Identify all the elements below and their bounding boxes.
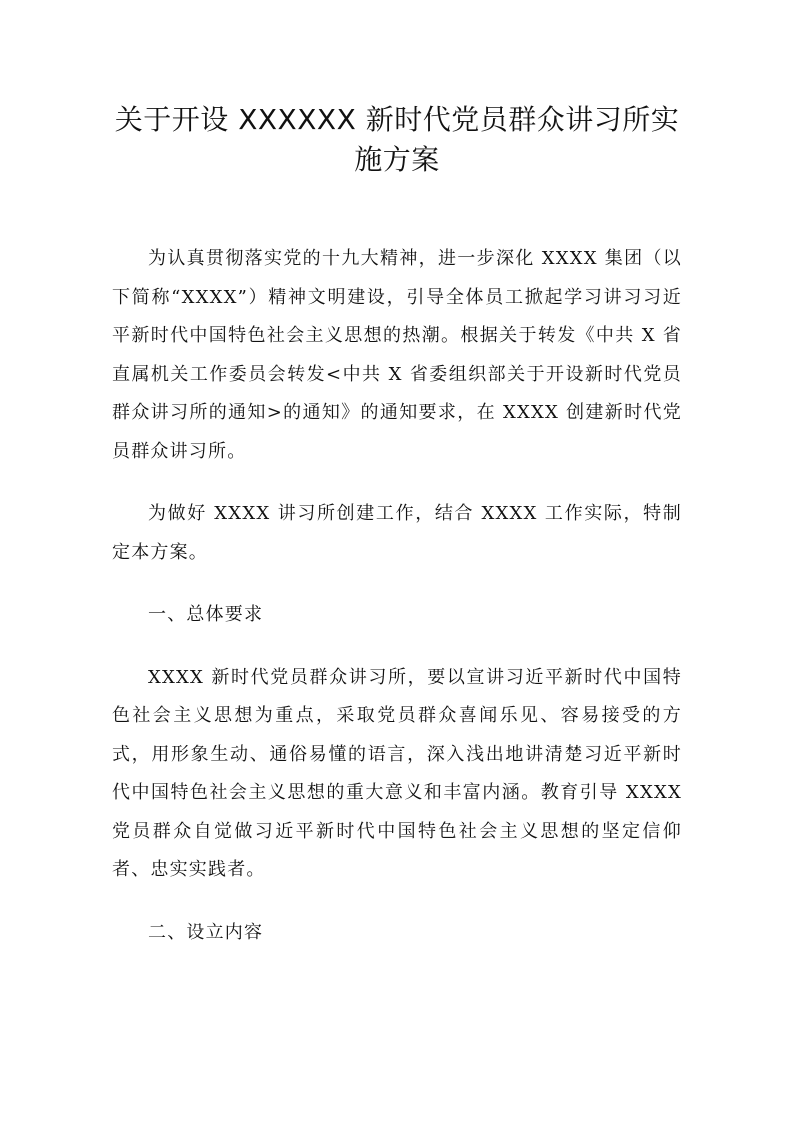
paragraph-intro: 为认真贯彻落实党的十九大精神，进一步深化 XXXX 集团（以下简称“XXXX”）精神文明建设，引导全体员工掀起学习讲习习近平新时代中国特色社会主义思想的热潮。根据关于转发《中共 X 省直属机关工作委员会转发<中共 X 省委组织部关于开设新时代党员群众讲习所的通知>的通知》的通知要求，在 XXXX 创建新时代党员群众讲习所。 [112, 248, 682, 462]
document-title: 关于开设 XXXXXX 新时代党员群众讲习所实施方案 [114, 103, 680, 176]
paragraph-purpose: 为做好 XXXX 讲习所创建工作，结合 XXXX 工作实际，特制定本方案。 [112, 503, 682, 563]
document-body [112, 240, 682, 976]
paragraph-general-requirements: XXXX 新时代党员群众讲习所，要以宣讲习近平新时代中国特色社会主义思想为重点，采取党员群众喜闻乐见、容易接受的方式，用形象生动、通俗易懂的语言，深入浅出地讲清楚习近平新时代中国特色社会主义思想的重大意义和丰富内涵。教育引导 XXXX 党员群众自觉做习近平新时代中国特色社会主义思想的坚定信仰者、忠实实践者。 [112, 666, 682, 880]
section-heading-general-requirements: 一、总体要求 [148, 604, 264, 625]
section-heading-setup-content: 二、设立内容 [148, 921, 264, 943]
